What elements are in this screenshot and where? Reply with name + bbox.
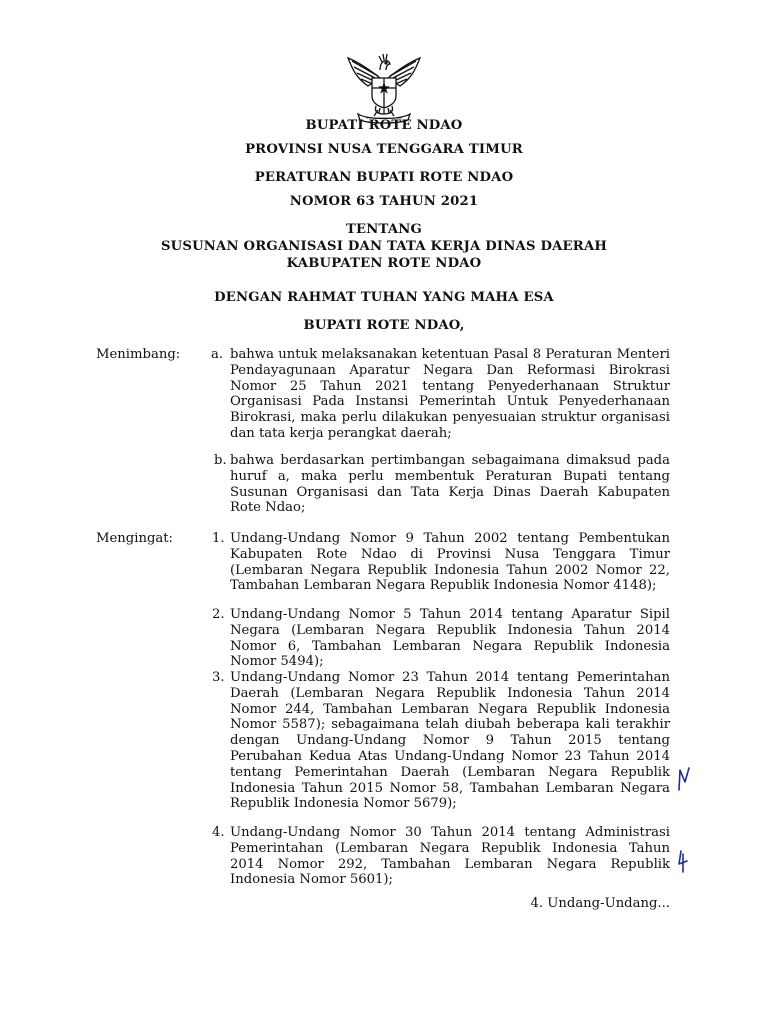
subject-line-1: SUSUNAN ORGANISASI DAN TATA KERJA DINAS DAERAH	[160, 239, 608, 254]
mengingat-item-text: Undang-Undang Nomor 9 Tahun 2002 tentang Pembentukan Kabupaten Rote Ndao di Provinsi Nusa Tenggara Timur (Lembaran Negara Republik Indonesia Tahun 2002 Nomor 22, Tambahan Lembaran Negara Republik Indonesia Nomor 4148);	[230, 531, 670, 594]
pen-mark-icon	[676, 848, 690, 874]
garuda-emblem-icon	[344, 48, 424, 124]
subject-line-2: KABUPATEN ROTE NDAO	[286, 256, 482, 271]
about-label: TENTANG	[346, 222, 422, 237]
menimbang-item-marker: b.	[214, 453, 227, 468]
menimbang-item-marker: a.	[211, 347, 224, 362]
menimbang-label: Menimbang:	[96, 347, 181, 362]
mengingat-item-text: Undang-Undang Nomor 5 Tahun 2014 tentang Aparatur Sipil Negara (Lembaran Negara Republik Indonesia Tahun 2014 Nomor 6, Tambahan Lembaran Negara Republik Indonesia Nomor 5494);	[230, 607, 670, 670]
mengingat-item-text: Undang-Undang Nomor 23 Tahun 2014 tentang Pemerintahan Daerah (Lembaran Negara Republik Indonesia Tahun 2014 Nomor 244, Tambahan Lembaran Negara Republik Indonesia Nomor 5587); sebagaimana telah diubah beberapa kali terakhir dengan Undang-Undang Nomor 9 Tahun 2015 tentang Perubahan Kedua Atas Undang-Undang Nomor 23 Tahun 2014 tentang Pemerintahan Daerah (Lembaran Negara Republik Indonesia Tahun 2015 Nomor 58, Tambahan Lembaran Negara Republik Indonesia Nomor 5679);	[230, 670, 670, 812]
mengingat-item-marker: 1.	[212, 531, 225, 546]
blessing-line: DENGAN RAHMAT TUHAN YANG MAHA ESA	[214, 290, 554, 305]
menimbang-item-text: bahwa berdasarkan pertimbangan sebagaimana dimaksud pada huruf a, maka perlu membentuk Peraturan Bupati tentang Susunan Organisasi dan Tata Kerja Dinas Daerah Kabupaten Rote Ndao;	[230, 453, 670, 516]
mengingat-item-marker: 3.	[212, 670, 225, 685]
regulation-number: NOMOR 63 TAHUN 2021	[289, 194, 479, 209]
province-title: PROVINSI NUSA TENGGARA TIMUR	[245, 142, 523, 157]
pen-mark-icon	[676, 766, 692, 792]
mengingat-item-marker: 2.	[212, 607, 225, 622]
enactor-line: BUPATI ROTE NDAO,	[303, 318, 465, 333]
menimbang-item-text: bahwa untuk melaksanakan ketentuan Pasal 8 Peraturan Menteri Pendayagunaan Aparatur Negara Dan Reformasi Birokrasi Nomor 25 Tahun 2021 tentang Penyederhanaan Struktur Organisasi Pada Instansi Pemerintah Untuk Penyederhanaan Birokrasi, maka perlu dilakukan penyesuaian struktur organisasi dan tata kerja perangkat daerah;	[230, 347, 670, 441]
mengingat-label: Mengingat:	[96, 531, 174, 546]
regulation-type: PERATURAN BUPATI ROTE NDAO	[254, 170, 514, 185]
mengingat-item-text: Undang-Undang Nomor 30 Tahun 2014 tentang Administrasi Pemerintahan (Lembaran Negara Republik Indonesia Tahun 2014 Nomor 292, Tambahan Lembaran Negara Republik Indonesia Nomor 5601);	[230, 825, 670, 888]
continuation-text: 4. Undang-Undang...	[530, 896, 670, 911]
office-title: BUPATI ROTE NDAO	[305, 118, 463, 133]
mengingat-item-marker: 4.	[212, 825, 225, 840]
